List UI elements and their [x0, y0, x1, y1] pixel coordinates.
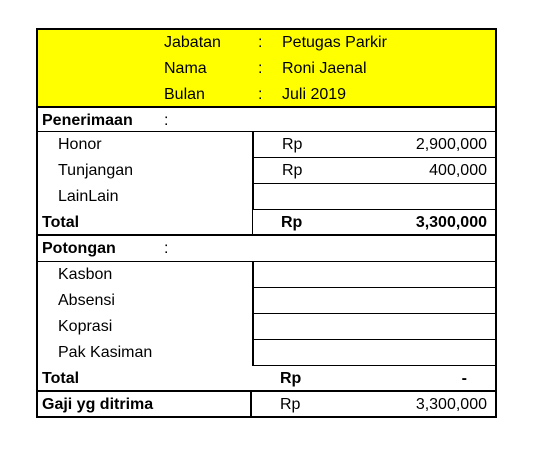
- total-amount: 3,300,000: [415, 214, 487, 231]
- colon: :: [164, 112, 169, 129]
- net-salary-label: Gaji yg ditrima: [42, 396, 154, 413]
- bulan-value: Juli 2019: [282, 86, 347, 103]
- income-row-tunjangan: [36, 158, 497, 184]
- item-label: Tunjangan: [58, 162, 134, 179]
- bulan-label: Bulan: [164, 86, 205, 103]
- item-label: Pak Kasiman: [58, 344, 153, 361]
- total-label: Total: [42, 370, 80, 387]
- deduction-row-kasbon: [36, 262, 497, 288]
- colon: :: [258, 60, 263, 77]
- deduction-row-koprasi: [36, 314, 497, 340]
- colon: :: [258, 34, 263, 51]
- item-label: Absensi: [58, 292, 115, 309]
- penerimaan-title: Penerimaan: [42, 112, 133, 129]
- amount: 2,900,000: [415, 136, 487, 153]
- item-label: Koprasi: [58, 318, 113, 335]
- net-salary-row: [36, 392, 497, 418]
- total-label: Total: [42, 214, 80, 231]
- header-row-bulan: [38, 82, 495, 108]
- salary-slip: [36, 28, 499, 426]
- income-row-honor: [36, 132, 497, 158]
- total-amount: -: [461, 370, 467, 387]
- potongan-title: Potongan: [42, 240, 116, 257]
- slip-table: [36, 106, 497, 418]
- currency: Rp: [282, 136, 303, 153]
- nama-value: Roni Jaenal: [282, 60, 367, 77]
- jabatan-value: Petugas Parkir: [282, 34, 387, 51]
- currency: Rp: [281, 214, 303, 231]
- currency: Rp: [280, 370, 302, 387]
- penerimaan-heading-row: [36, 106, 497, 132]
- currency: Rp: [280, 396, 301, 413]
- colon: :: [164, 240, 169, 257]
- deduction-row-absensi: [36, 288, 497, 314]
- header-row-jabatan: [38, 30, 495, 56]
- income-total-row: [36, 210, 497, 236]
- deduction-total-row: [36, 366, 497, 392]
- item-label: Kasbon: [58, 266, 113, 283]
- slip-header: [36, 28, 497, 106]
- amount: 400,000: [429, 162, 487, 179]
- potongan-heading-row: [36, 236, 497, 262]
- item-label: Honor: [58, 136, 102, 153]
- colon: :: [258, 86, 263, 103]
- income-row-lainlain: [36, 184, 497, 210]
- nama-label: Nama: [164, 60, 207, 77]
- deduction-row-pak-kasiman: [36, 340, 497, 366]
- currency: Rp: [282, 162, 303, 179]
- item-label: LainLain: [58, 188, 119, 205]
- jabatan-label: Jabatan: [164, 34, 221, 51]
- header-row-nama: [38, 56, 495, 82]
- net-salary-amount: 3,300,000: [415, 396, 487, 413]
